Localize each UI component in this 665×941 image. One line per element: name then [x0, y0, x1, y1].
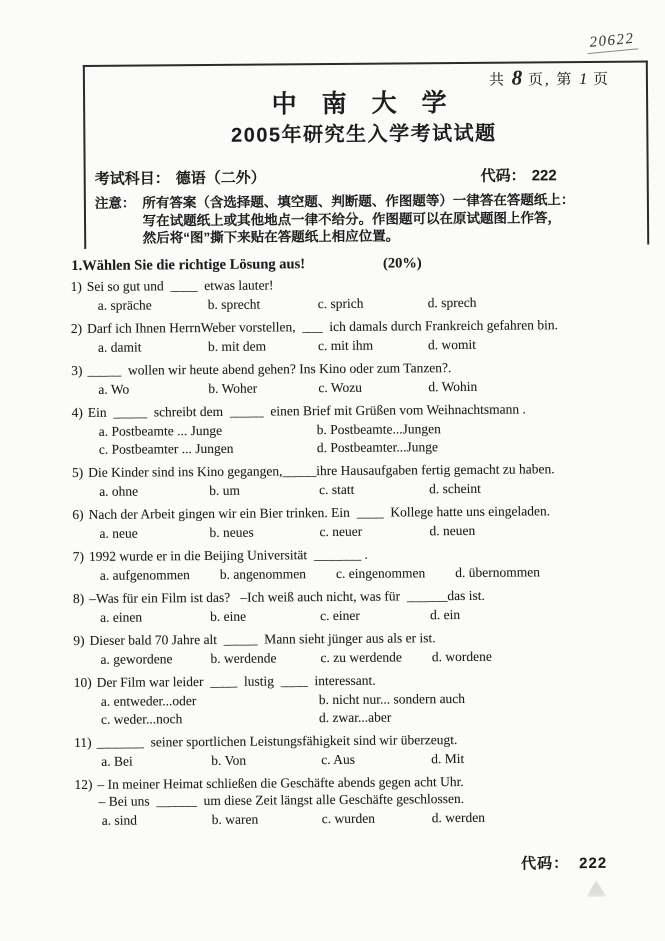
- question-options: [101, 748, 654, 769]
- question-line: [73, 543, 653, 565]
- answer-option: d. wordene: [431, 648, 492, 665]
- question-line: [74, 669, 654, 691]
- question-options: [99, 478, 652, 499]
- notice-line: 所有答案（含选择题、填空题、判断题、作图题等）一律答在答题纸上：: [142, 192, 575, 211]
- question-text: Ein _____ schreibt dem _____ einen Brief mit Grüßen vom Weihnachtsmann .: [87, 401, 526, 420]
- section-heading: [71, 255, 421, 275]
- answer-option: d. zwar...aber: [318, 709, 392, 726]
- question: [74, 771, 654, 829]
- question-stems: [71, 315, 651, 337]
- answer-option: a. entweder...oder: [100, 693, 197, 709]
- answer-option: b. Postbeamte...Jungen: [316, 421, 441, 438]
- question-line: [72, 459, 652, 481]
- question-text: Dieser bald 70 Jahre alt _____ Mann sieht jünger aus als er ist.: [89, 630, 436, 648]
- question-number: 8): [72, 590, 85, 607]
- answer-option: b. Von: [211, 752, 247, 768]
- question-text: Die Kinder sind ins Kino gegangen,_____ihre Hausaufgaben fertig gemacht zu haben.: [88, 461, 555, 480]
- notice-line: 然后将“图”撕下来贴在答题纸上相应位置。: [142, 228, 400, 246]
- notice-lines: [142, 191, 574, 247]
- question: [71, 399, 651, 458]
- notice-block: [95, 191, 575, 247]
- question-text: – In meiner Heimat schließen die Geschäfte abends gegen acht Uhr.: [97, 773, 464, 792]
- section-title: 1.Wählen Sie die richtige Lösung aus!: [71, 256, 306, 275]
- answer-option: d. Mit: [431, 750, 465, 767]
- question: [71, 315, 651, 356]
- question-number: 1): [70, 278, 82, 295]
- question-line: [71, 315, 651, 337]
- question-number: 7): [72, 548, 84, 565]
- answer-option: c. statt: [319, 481, 355, 498]
- answer-option: d. sprech: [427, 294, 477, 311]
- answer-option: a. Wo: [98, 381, 130, 397]
- question-stems: [74, 729, 654, 751]
- subject-value: 德语（二外）: [175, 169, 266, 188]
- question-stems: [74, 669, 654, 691]
- question-number: 11): [74, 734, 92, 751]
- question-number: 10): [73, 674, 92, 691]
- question-stems: [72, 501, 652, 523]
- exam-title: 2005年研究生入学考试试题: [231, 122, 497, 147]
- answer-option: d. womit: [427, 336, 477, 353]
- answer-option: c. neuer: [319, 523, 363, 540]
- page-info-suffix: 页: [592, 71, 611, 88]
- answer-option: b. waren: [211, 811, 259, 827]
- footer-code-value: 222: [579, 854, 608, 873]
- answer-option: a. einen: [100, 609, 143, 625]
- question-number: 4): [71, 404, 83, 421]
- answer-option: b. eine: [210, 608, 247, 624]
- question-text: Nach der Arbeit gingen wir ein Bier trinken. Ein ____ Kollege hatte uns eingeladen.: [88, 503, 551, 522]
- answer-option: d. ein: [430, 607, 461, 623]
- answer-option: a. spräche: [97, 297, 152, 313]
- question-text: Darf ich Ihnen HerrnWeber vorstellen, ___ ich damals durch Frankreich gefahren bin.: [87, 317, 559, 336]
- question-number: 2): [70, 320, 83, 337]
- answer-option: c. wurden: [321, 810, 376, 827]
- subject-pair: [95, 166, 272, 188]
- subject-label: 考试科目：: [94, 170, 170, 188]
- answer-option: b. neues: [209, 524, 254, 540]
- answer-option: b. werdende: [210, 650, 277, 666]
- answer-option: c. sprich: [317, 295, 364, 312]
- scan-smudge: [586, 880, 606, 897]
- answer-option: a. gewordene: [100, 651, 173, 667]
- answer-option: d. übernommen: [455, 564, 541, 581]
- question-line: [71, 399, 651, 421]
- question: [71, 357, 651, 398]
- question-text: Sei so gut und ____ etwas lauter!: [86, 277, 274, 294]
- question: [73, 585, 653, 626]
- answer-option: d. scheint: [429, 480, 481, 497]
- handwritten-document-number: 20622: [586, 30, 639, 54]
- answer-option: b. sprecht: [207, 296, 261, 312]
- question-number: 3): [71, 362, 83, 379]
- question-options: [98, 292, 651, 313]
- question-number: 6): [72, 506, 84, 523]
- question-text: 1992 wurde er in die Beijing Universität _______ .: [88, 546, 368, 564]
- question-line: [70, 273, 650, 295]
- question-number: 12): [74, 776, 93, 793]
- question-stems: [72, 459, 652, 481]
- notice-label: 注意：: [94, 195, 136, 211]
- question-line: [71, 357, 651, 379]
- code-pair: [481, 164, 563, 186]
- question-options: [99, 418, 652, 457]
- question-stems: [73, 585, 653, 607]
- answer-option: a. sind: [101, 812, 138, 828]
- question-options: [98, 376, 651, 397]
- answer-option: b. angenommen: [219, 566, 307, 582]
- question-line: [73, 627, 653, 649]
- answer-option: c. zu werdende: [320, 649, 402, 666]
- code-value: 222: [531, 167, 557, 185]
- notice-line: 写在试题纸上或其他地点一律不给分。作图题可以在原试题图上作答，: [142, 209, 562, 228]
- answer-option: d. werden: [431, 809, 486, 826]
- question: [73, 543, 653, 584]
- answer-option: a. Postbeamte ... Junge: [98, 422, 223, 439]
- question-text: Der Film war leider ____ lustig ____ interessant.: [96, 672, 376, 690]
- question-stems: [70, 273, 650, 295]
- footer-code-label: 代码：: [521, 855, 570, 873]
- question: [72, 501, 652, 542]
- question-line: [74, 729, 654, 751]
- answer-option: b. mit dem: [207, 338, 267, 354]
- answer-option: a. damit: [97, 339, 142, 355]
- total-pages: 8: [511, 65, 523, 90]
- current-page: 1: [579, 70, 588, 89]
- question-stems: [74, 771, 654, 810]
- question: [72, 459, 652, 500]
- answer-option: d. neuen: [429, 522, 476, 539]
- answer-option: c. einer: [320, 607, 360, 624]
- question-stems: [73, 627, 653, 649]
- question-options: [98, 334, 651, 355]
- answer-option: c. Postbeamter ... Jungen: [98, 440, 234, 457]
- university-title: 中 南 大 学: [271, 89, 456, 119]
- question-text: – Bei uns ______ um diese Zeit längst alle Geschäfte geschlossen.: [98, 790, 465, 809]
- question-options: [101, 688, 654, 727]
- question-number: 5): [71, 464, 84, 481]
- answer-option: a. Bei: [101, 753, 133, 769]
- answer-option: c. Aus: [321, 751, 356, 768]
- answer-option: b. nicht nur... sondern auch: [318, 690, 466, 708]
- page-info-prefix: 共: [488, 72, 507, 89]
- question-text: –Was für ein Film ist das? –Ich weiß auch nicht, was für ______das ist.: [89, 587, 485, 606]
- answer-option: a. ohne: [99, 483, 139, 499]
- question: [70, 273, 650, 314]
- answer-option: d. Wohin: [428, 378, 478, 395]
- question-line: [73, 585, 653, 607]
- answer-option: c. eingenommen: [335, 565, 426, 581]
- question-stems: [71, 357, 651, 379]
- question-options: [100, 604, 653, 625]
- answer-option: a. neue: [99, 525, 138, 541]
- question-number: 9): [73, 632, 85, 649]
- question-options: [99, 520, 652, 541]
- answer-option: c. weder...noch: [100, 711, 183, 727]
- question: [74, 729, 654, 770]
- footer-code: [521, 852, 607, 874]
- answer-option: b. um: [209, 482, 240, 498]
- page-info-mid: 页, 第: [527, 72, 574, 89]
- question-options: [100, 646, 653, 667]
- question-line: [72, 501, 652, 523]
- subject-row: [95, 164, 563, 189]
- question-options: [102, 807, 655, 828]
- question-text: _______ seiner sportlichen Leistungsfähigkeit sind wir überzeugt.: [96, 732, 458, 750]
- question-options: [100, 562, 653, 583]
- questions-list: [70, 273, 654, 835]
- answer-option: a. aufgenommen: [99, 567, 190, 583]
- question: [73, 627, 653, 668]
- question-line: [99, 788, 655, 809]
- answer-option: c. mit ihm: [317, 337, 374, 354]
- answer-option: c. Wozu: [318, 379, 363, 396]
- question-stems: [71, 399, 651, 421]
- question-stems: [73, 543, 653, 565]
- section-percent: (20%): [382, 255, 422, 272]
- answer-option: d. Postbeamter...Junge: [316, 439, 438, 456]
- code-label: 代码：: [480, 167, 526, 185]
- answer-option: b. Woher: [208, 380, 258, 396]
- question: [74, 669, 654, 728]
- question-text: _____ wollen wir heute abend gehen? Ins Kino oder zum Tanzen?.: [87, 360, 452, 378]
